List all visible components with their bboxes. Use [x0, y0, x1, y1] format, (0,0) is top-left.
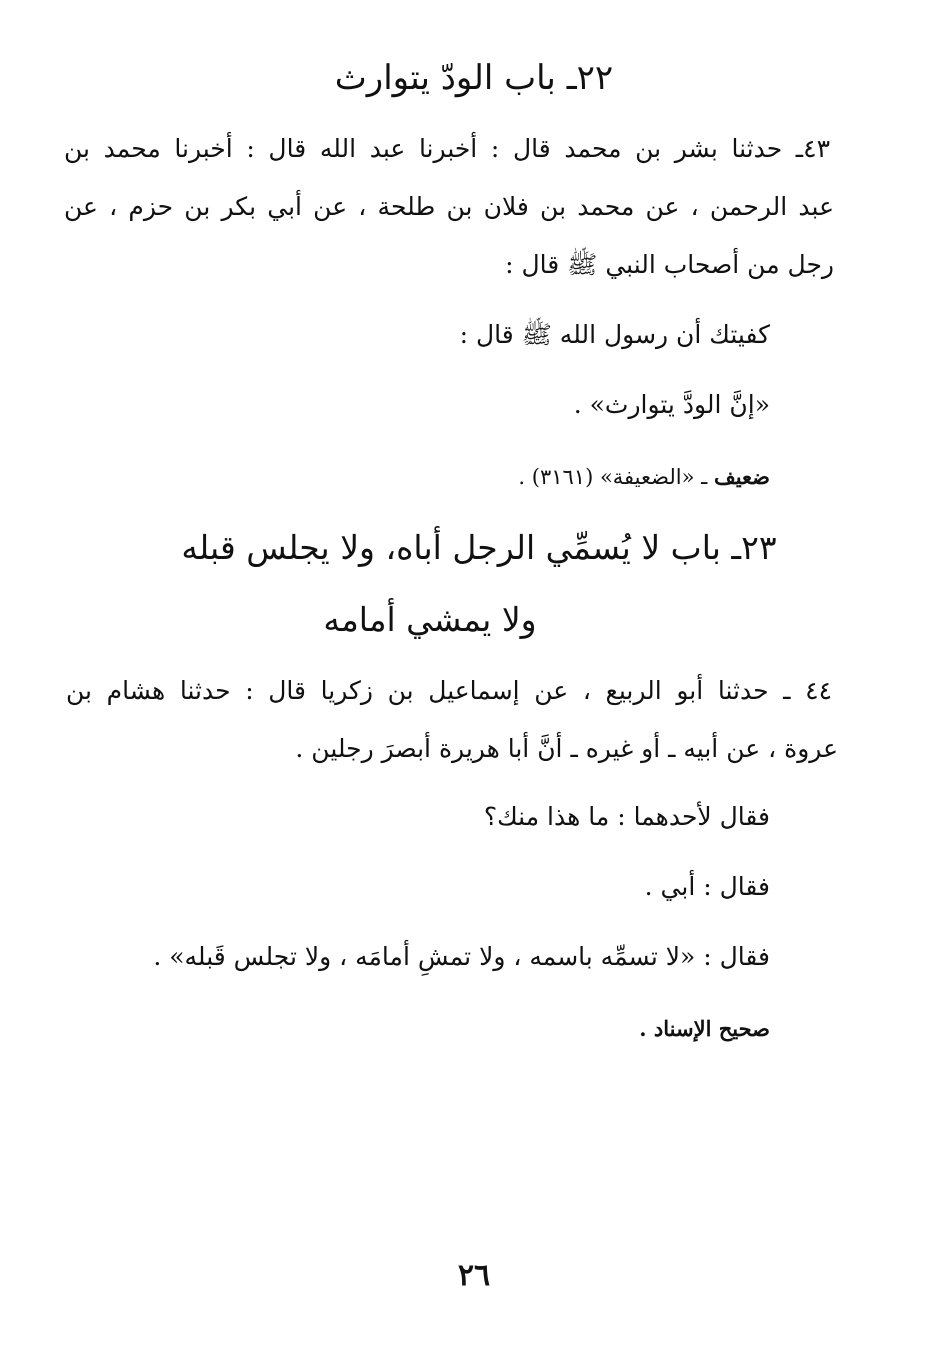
hadith-44-line-3: فقال لأحدهما : ما هذا منك؟ [483, 802, 770, 831]
hadith-43-grading [518, 464, 770, 490]
hadith-43-line-3: رجل من أصحاب النبي ﷺ قال : [505, 250, 834, 279]
hadith-44-line-4: فقال : أبي . [644, 872, 770, 901]
hadith-43-line-5: «إنَّ الودَّ يتوارث» . [573, 390, 770, 419]
grading-reference: ـ «الضعيفة» (٣١٦١) . [518, 465, 708, 489]
hadith-43-line-4: كفيتك أن رسول الله ﷺ قال : [459, 320, 770, 349]
chapter-23-heading-line-1: ٢٣ـ باب لا يُسمِّي الرجل أباه، ولا يجلس قبله [181, 528, 777, 567]
hadith-44-line-2: عروة ، عن أبيه ـ أو غيره ـ أنَّ أبا هريرة أبصرَ رجلين . [295, 734, 838, 763]
page-number: ٢٦ [457, 1258, 491, 1293]
hadith-44-line-5: فقال : «لا تسمِّه باسمه ، ولا تمشِ أمامَه ، ولا تجلس قَبله» . [153, 942, 770, 971]
hadith-43-line-2: عبد الرحمن ، عن محمد بن فلان بن طلحة ، عن أبي بكر بن حزم ، عن [64, 192, 834, 221]
chapter-22-heading: ٢٢ـ باب الودّ يتوارث [334, 58, 614, 98]
hadith-44-grading: صحيح الإسناد . [639, 1016, 770, 1041]
chapter-23-heading-line-2: ولا يمشي أمامه [323, 600, 537, 639]
hadith-44-line-1: ٤٤ ـ حدثنا أبو الربيع ، عن إسماعيل بن زكريا قال : حدثنا هشام بن [66, 676, 832, 705]
hadith-43-line-1: ٤٣ـ حدثنا بشر بن محمد قال : أخبرنا عبد الله قال : أخبرنا محمد بن [64, 134, 830, 163]
grading-label: ضعيف [713, 464, 770, 489]
